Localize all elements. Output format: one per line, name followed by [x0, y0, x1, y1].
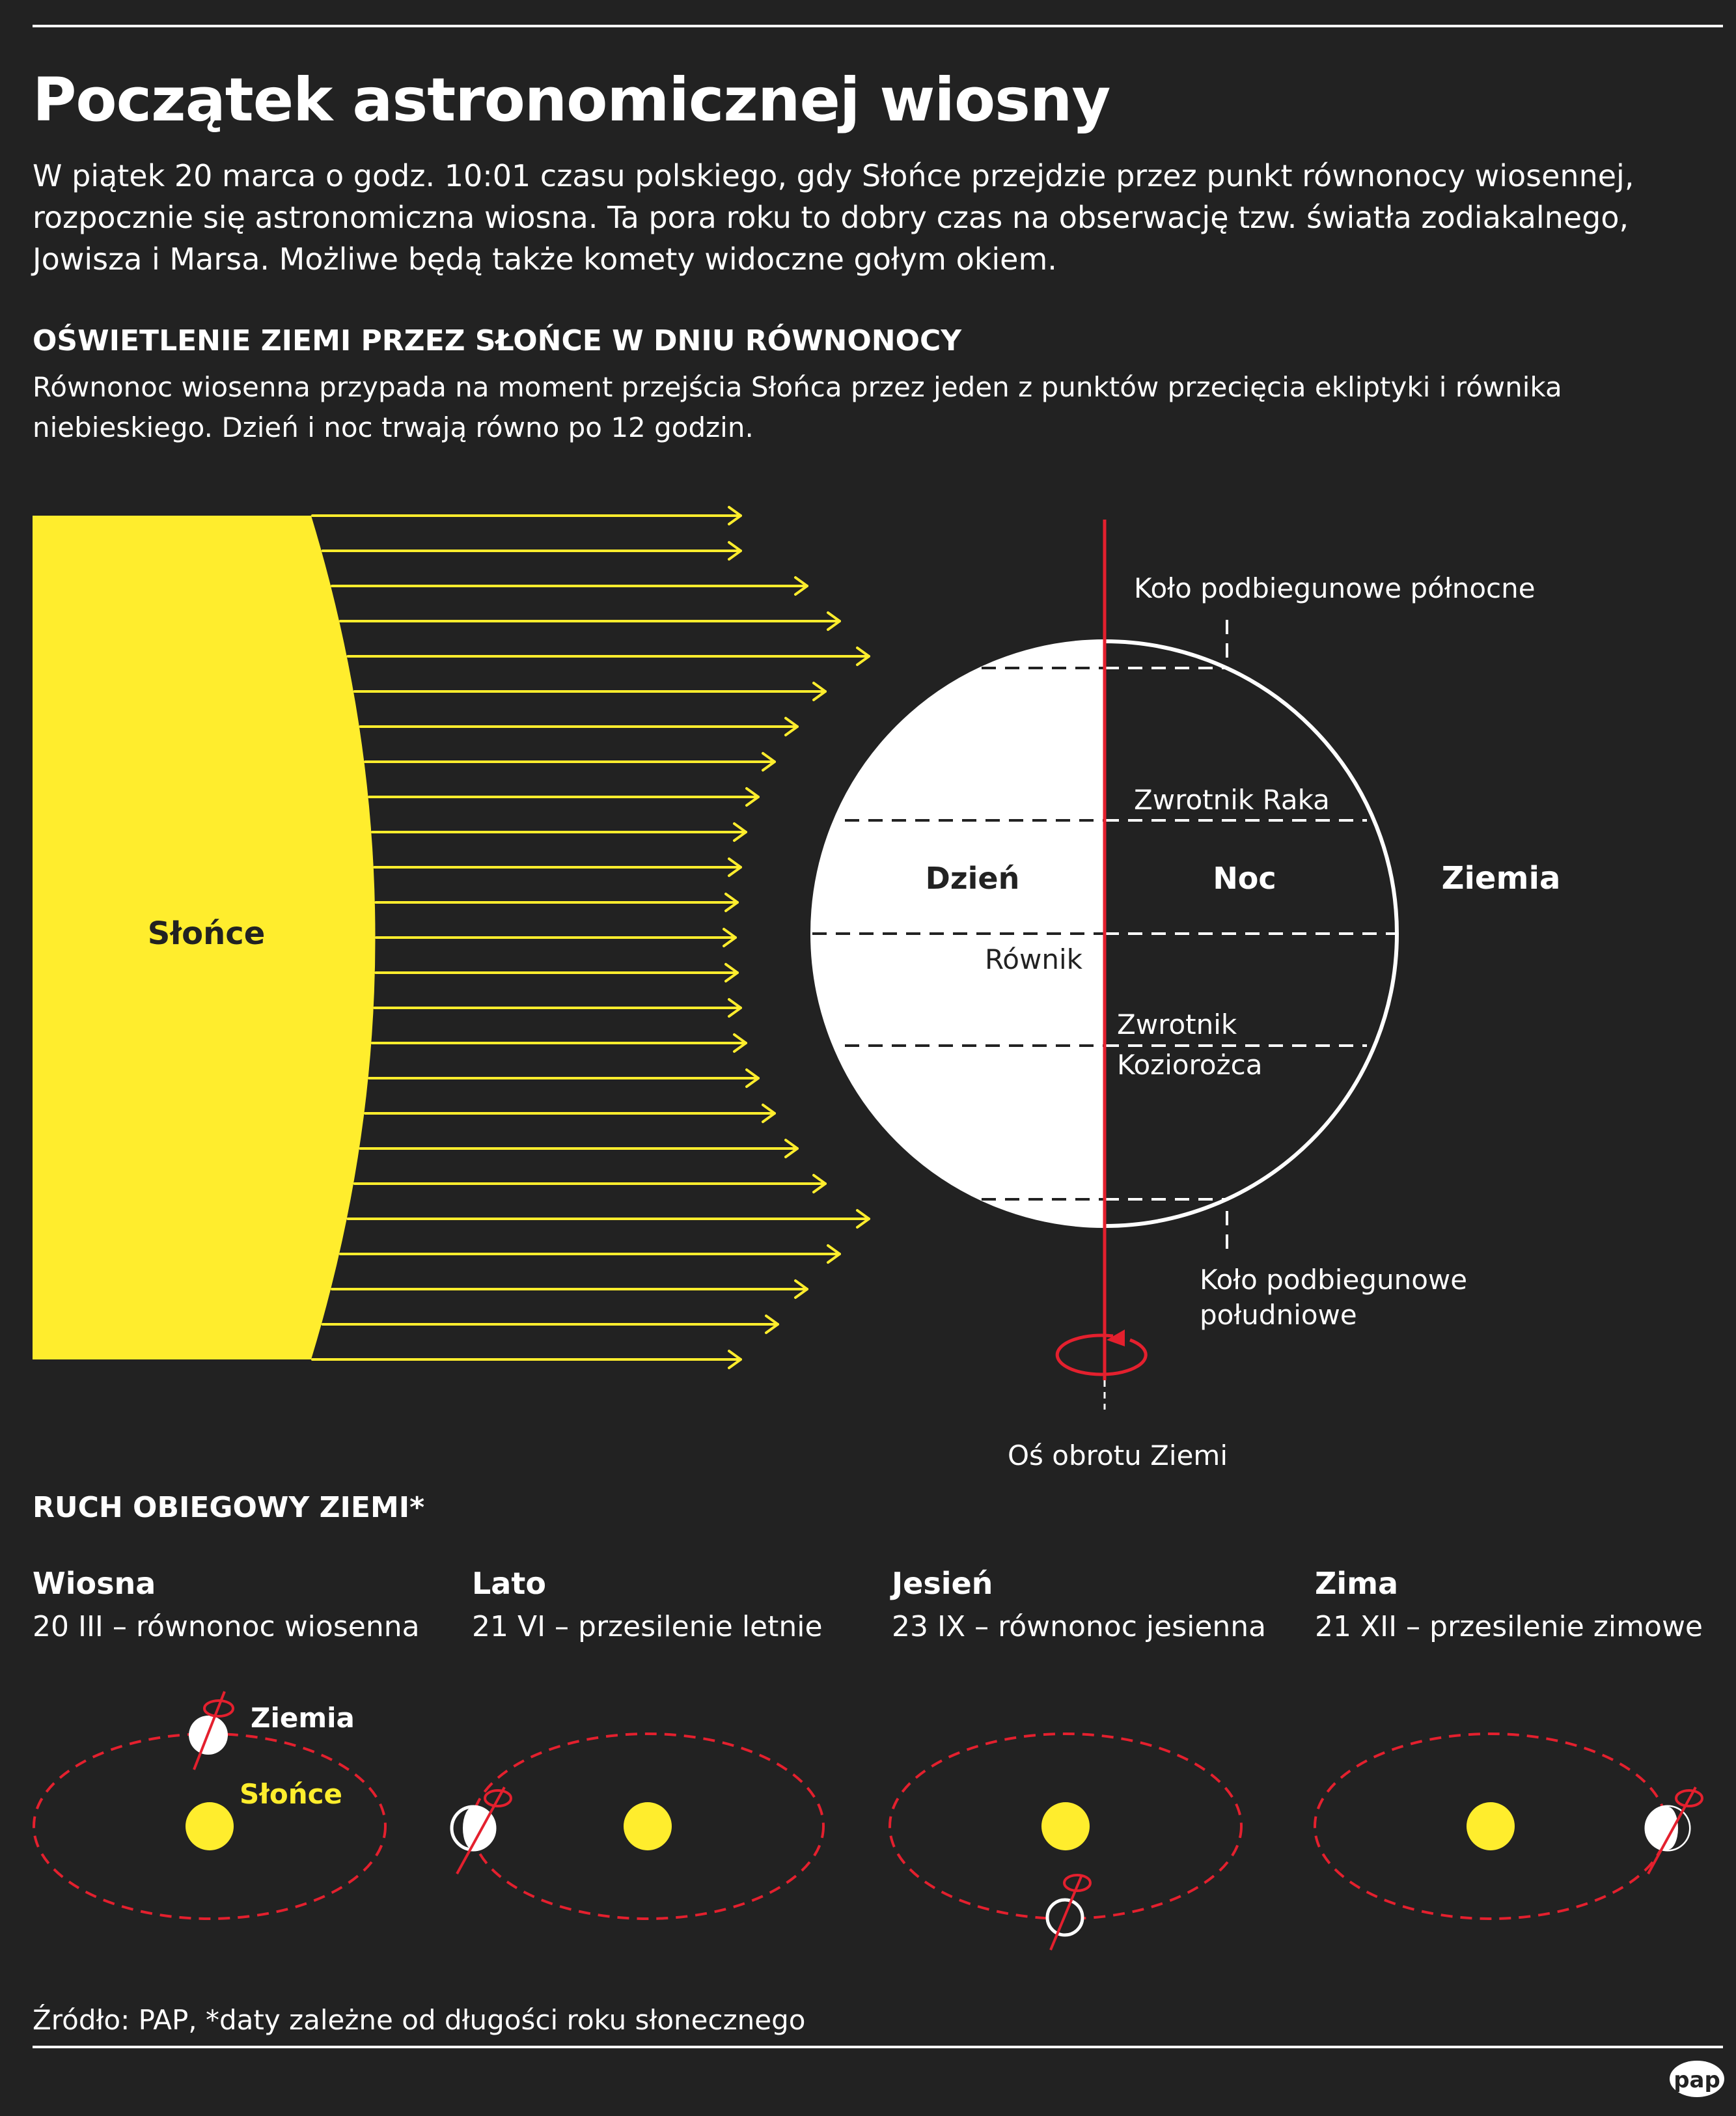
rotation-arrowhead-icon: [1107, 1329, 1125, 1346]
season-name: Jesień: [892, 1566, 993, 1601]
orbit-sun: [1467, 1802, 1515, 1850]
orbit-winter: [1315, 1734, 1702, 1919]
sun-label: Słońce: [147, 915, 266, 952]
season-name: Lato: [472, 1566, 546, 1601]
orbit-spring: [34, 1691, 385, 1919]
axis-label: Oś obrotu Ziemi: [1008, 1440, 1228, 1471]
earth-label: Ziemia: [1441, 860, 1561, 897]
season-date: 21 XII – przesilenie zimowe: [1315, 1610, 1703, 1643]
arctic-circle-label: Koło podbiegunowe północne: [1134, 572, 1536, 604]
illumination-heading: OŚWIETLENIE ZIEMI PRZEZ SŁOŃCE W DNIU RÓWNONOCY: [33, 324, 962, 357]
antarctic-circle-label-2: południowe: [1200, 1299, 1357, 1331]
season-date: 21 VI – przesilenie letnie: [472, 1610, 823, 1643]
tropic-cancer-label: Zwrotnik Raka: [1134, 784, 1330, 816]
sun-rays: [312, 507, 869, 1368]
antarctic-circle-label-1: Koło podbiegunowe: [1200, 1264, 1468, 1296]
orbit-earth-label: Ziemia: [251, 1702, 355, 1734]
rotation-arrow-icon: [1057, 1335, 1146, 1374]
orbit-sun: [624, 1802, 672, 1850]
season-name: Wiosna: [33, 1566, 156, 1601]
season-spring: [33, 1566, 420, 1643]
pap-logo: [1670, 2061, 1724, 2097]
day-label: Dzień: [925, 861, 1020, 896]
lead-paragraph: W piątek 20 marca o godz. 10:01 czasu polskiego, gdy Słońce przejdzie przez punkt równonocy wiosennej, rozpocznie się astronomiczna wiosna. Ta pora roku to dobry czas na obserwację tzw. światła zodiakalnego, Jowisza i Marsa. Możliwe będą także komety widoczne gołym okiem.: [33, 158, 1634, 277]
orbit-sun: [1041, 1802, 1090, 1850]
season-date: 20 III – równonoc wiosenna: [33, 1610, 420, 1643]
orbit-autumn: [890, 1734, 1241, 1950]
season-name: Zima: [1315, 1566, 1399, 1601]
season-autumn: [892, 1566, 1266, 1643]
season-summer: [472, 1566, 823, 1643]
orbit-summer: [452, 1734, 823, 1919]
night-label: Noc: [1213, 861, 1276, 896]
orbit-sun: [186, 1802, 234, 1850]
tropic-capricorn-label-2: Koziorożca: [1117, 1049, 1263, 1081]
tropic-capricorn-label-1: Zwrotnik: [1117, 1009, 1237, 1040]
orbit-sun-label: Słońce: [240, 1778, 342, 1810]
orbit-heading: RUCH OBIEGOWY ZIEMI*: [33, 1491, 425, 1524]
page-title: Początek astronomicznej wiosny: [33, 65, 1110, 135]
season-winter: [1315, 1566, 1703, 1643]
pap-logo-text: pap: [1674, 2067, 1720, 2093]
illumination-description: Równonoc wiosenna przypada na moment przejścia Słońca przez jeden z punktów przecięcia ekliptyki i równika niebieskiego. Dzień i noc trwają równo po 12 godzin.: [33, 371, 1562, 443]
bottom-rule: [33, 2046, 1723, 2048]
source-note: Źródło: PAP, *daty zależne od długości roku słonecznego: [33, 2004, 806, 2036]
season-date: 23 IX – równonoc jesienna: [892, 1610, 1267, 1643]
equator-label: Równik: [985, 943, 1082, 975]
